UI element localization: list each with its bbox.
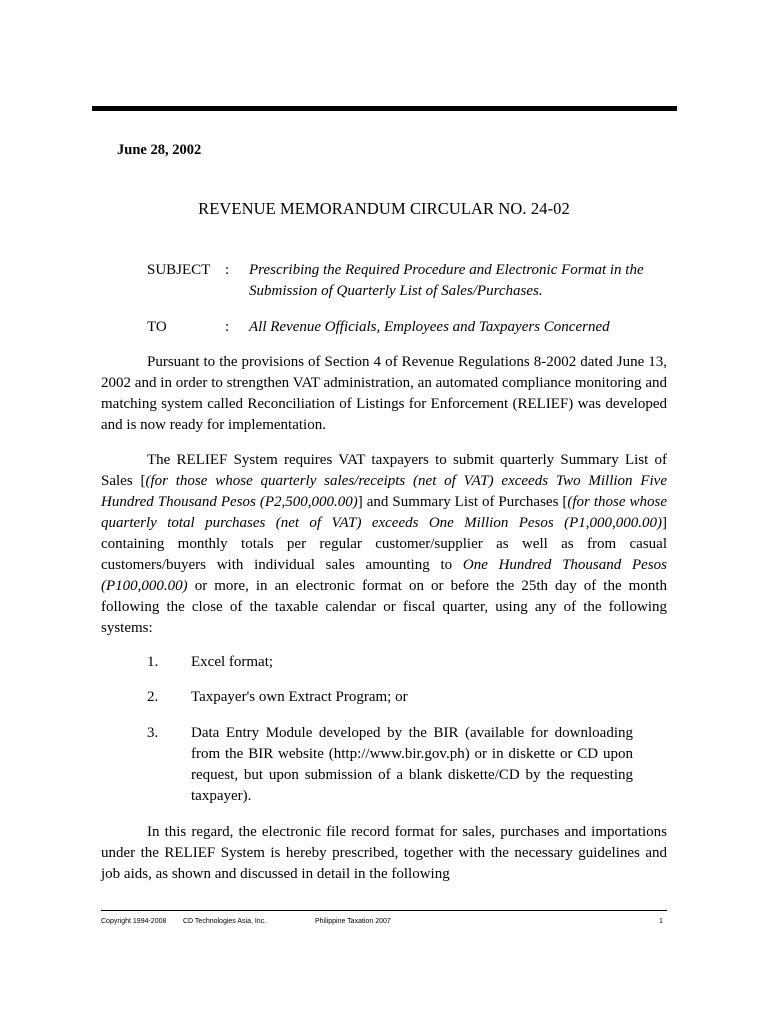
- purchases-threshold-text: (for those whose quarterly total purchases (net of VAT) exceeds One Million Pesos (P1,000,000.00): [101, 494, 667, 531]
- subject-row: [147, 260, 669, 302]
- list-item-number: 1.: [147, 654, 159, 670]
- page-number: 1: [659, 918, 663, 925]
- paragraph-requirements: [101, 450, 667, 639]
- header-rule: [92, 106, 677, 111]
- subject-text: Prescribing the Required Procedure and Electronic Format in the Submission of Quarterly List of Sales/Purchases.: [249, 262, 644, 299]
- list-item-text: Data Entry Module developed by the BIR (available for downloading from the BIR website (http://www.bir.gov.ph) or in diskette or CD upon request, but upon submission of a blank diskette/CD by the requesting taxpayer).: [191, 725, 633, 804]
- footer-rule: [101, 910, 667, 911]
- document-title: REVENUE MEMORANDUM CIRCULAR NO. 24-02: [198, 199, 570, 218]
- list-item-text: Taxpayer's own Extract Program; or: [191, 689, 408, 705]
- individual-sales-threshold-text: One Hundred Thousand Pesos (P100,000.00): [101, 557, 667, 594]
- list-item-number: 3.: [147, 725, 159, 741]
- to-text: All Revenue Officials, Employees and Taxpayers Concerned: [249, 319, 610, 335]
- paragraph-requirements-part: or more, in an electronic format on or before the 25th day of the month following the close of the taxable calendar or fiscal quarter, using any of the following systems:: [101, 578, 667, 636]
- sales-threshold-text: (for those whose quarterly sales/receipts (net of VAT) exceeds Two Million Five Hundred Thousand Pesos (P2,500,000.00): [101, 473, 667, 510]
- list-item: [147, 723, 633, 807]
- paragraph-requirements-part: ] and Summary List of Purchases [: [357, 494, 568, 510]
- paragraph-requirements-part: ] containing monthly totals per regular customer/supplier as well as from casual customers/buyers with individual sales amounting to: [101, 515, 667, 573]
- footer-company: CD Technologies Asia, Inc.: [183, 918, 267, 925]
- to-label: TO: [147, 319, 167, 335]
- paragraph-requirements-part: The RELIEF System requires VAT taxpayers to submit quarterly Summary List of Sales [: [101, 452, 667, 489]
- memo-date: June 28, 2002: [117, 142, 202, 158]
- footer-copyright: Copyright 1994-2008: [101, 918, 167, 925]
- list-item-number: 2.: [147, 689, 159, 705]
- list-item-text: Excel format;: [191, 654, 274, 670]
- paragraph-format: In this regard, the electronic file record format for sales, purchases and importations under the RELIEF System is hereby prescribed, together with the necessary guidelines and job aids, as shown and discussed in detail in the following: [101, 824, 667, 882]
- paragraph-intro: Pursuant to the provisions of Section 4 of Revenue Regulations 8-2002 dated June 13, 2002 and in order to strengthen VAT administration, an automated compliance monitoring and matching system called Reconciliation of Listings for Enforcement (RELIEF) was developed and is now ready for implementation.: [101, 354, 667, 433]
- to-row: [147, 317, 669, 338]
- to-colon: :: [225, 319, 230, 335]
- list-item: [147, 687, 633, 708]
- footer-publication: Philippine Taxation 2007: [315, 918, 391, 925]
- subject-colon: :: [225, 262, 230, 278]
- subject-label: SUBJECT: [147, 262, 211, 278]
- list-item: [147, 652, 633, 673]
